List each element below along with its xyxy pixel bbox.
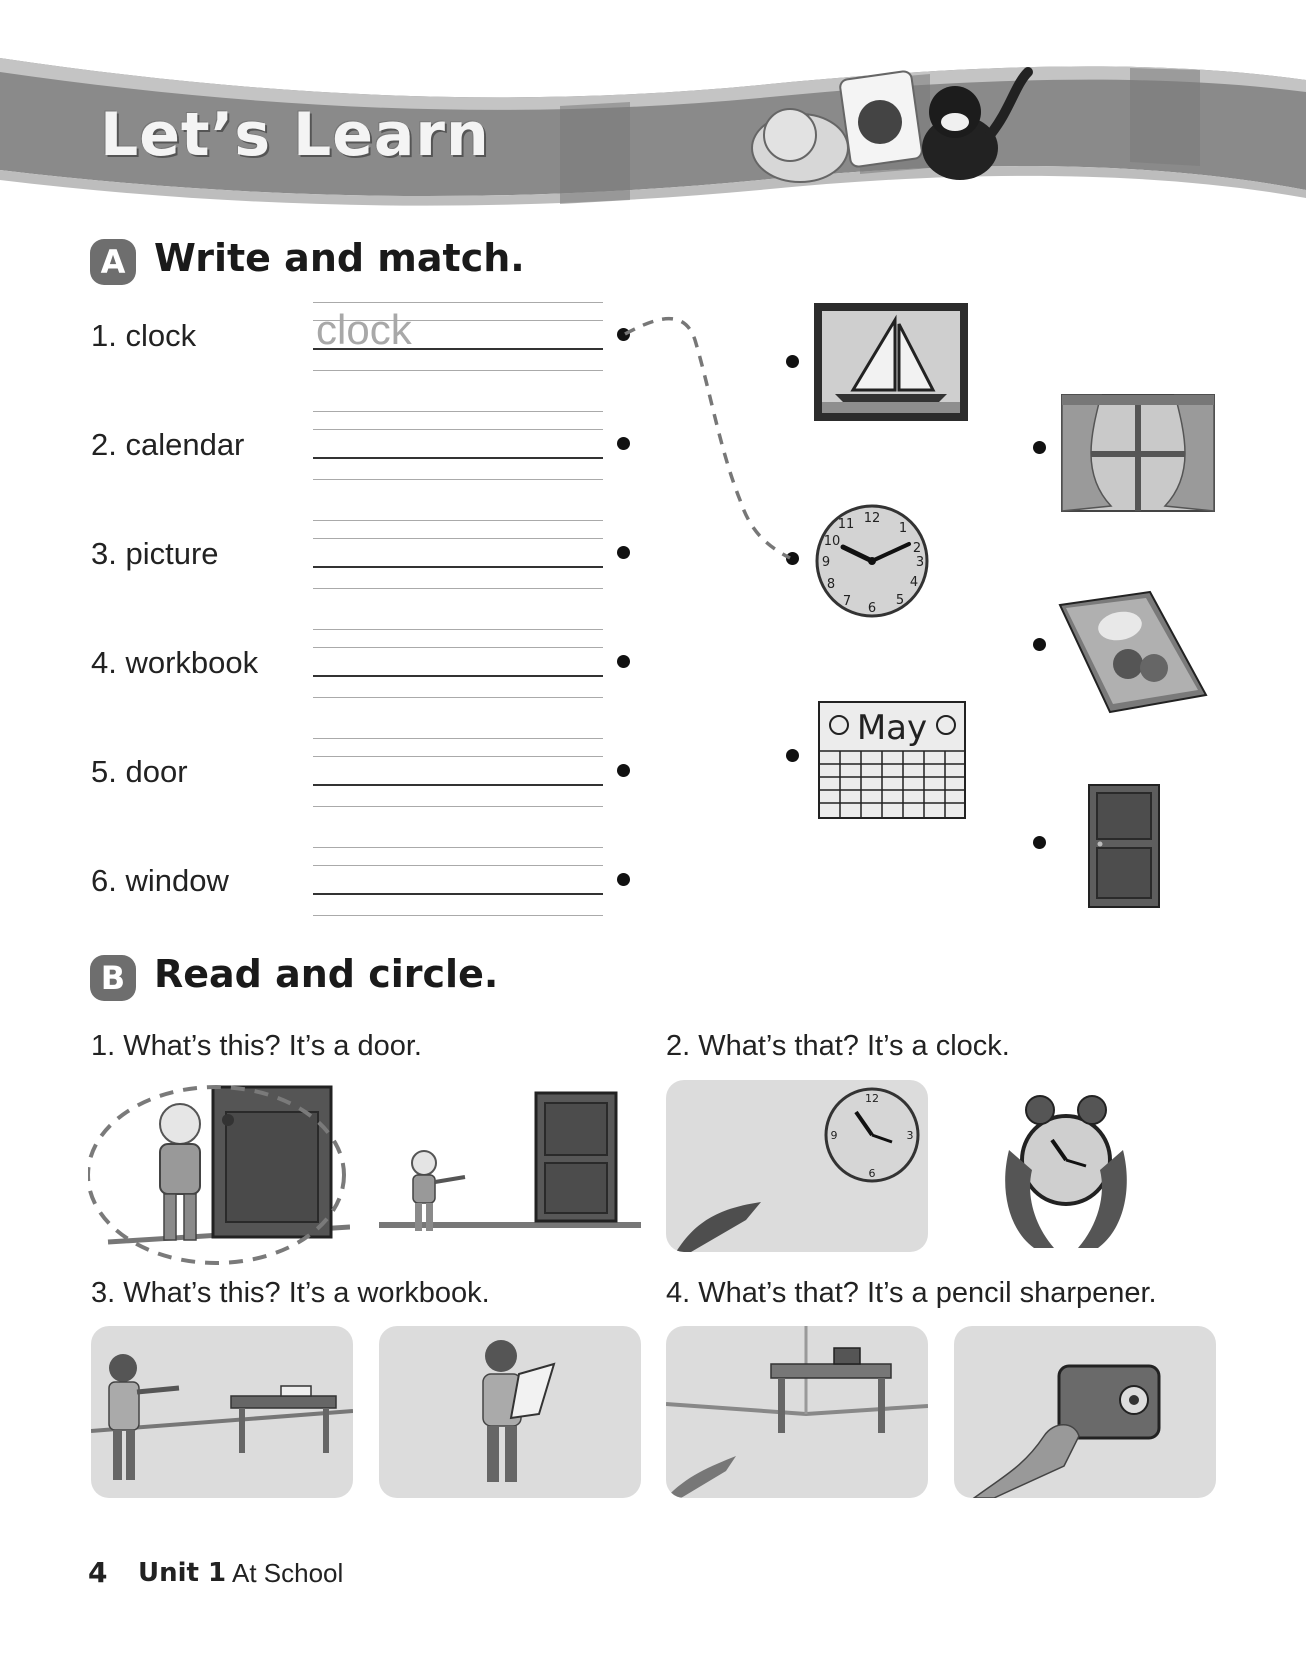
door-image	[1088, 784, 1160, 908]
svg-text:6: 6	[868, 1167, 876, 1180]
writing-lines-window[interactable]	[313, 847, 603, 917]
unit-label: Unit 1	[138, 1558, 227, 1588]
calendar-month: May	[856, 708, 928, 748]
image-dot-workbook[interactable]	[1033, 638, 1046, 651]
svg-text:4: 4	[909, 575, 919, 590]
q2-option-a[interactable]	[666, 1080, 928, 1252]
section-b-badge: B	[90, 955, 136, 1001]
svg-text:12: 12	[863, 511, 881, 526]
question-2: 2. What’s that? It’s a clock.	[666, 1030, 1010, 1062]
q3-option-a-art	[91, 1326, 353, 1498]
workbook-image	[1058, 590, 1208, 715]
calendar-image	[818, 701, 966, 819]
svg-text:2: 2	[912, 541, 922, 556]
page-number: 4	[88, 1556, 108, 1589]
writing-lines-workbook[interactable]	[313, 629, 603, 699]
svg-text:1: 1	[898, 521, 908, 536]
svg-text:9: 9	[821, 555, 831, 570]
sailboat-picture-image	[813, 302, 969, 422]
svg-text:3: 3	[906, 1129, 914, 1142]
q4-option-b-art	[954, 1326, 1216, 1498]
q1-option-a-circled[interactable]	[88, 1072, 350, 1267]
item-label-calendar: 2. calendar	[91, 427, 245, 462]
writing-lines-door[interactable]	[313, 738, 603, 808]
unit-title: At School	[232, 1558, 344, 1588]
section-a-title: Write and match.	[154, 236, 525, 280]
q2-option-b-art	[954, 1080, 1216, 1252]
writing-lines-calendar[interactable]	[313, 411, 603, 481]
svg-text:10: 10	[823, 534, 841, 549]
q2-option-b[interactable]	[954, 1080, 1216, 1252]
svg-text:5: 5	[895, 593, 905, 608]
window-image	[1061, 394, 1215, 512]
section-a-badge: A	[90, 239, 136, 285]
svg-text:7: 7	[842, 594, 852, 609]
svg-text:12: 12	[865, 1092, 879, 1105]
item-label-door: 5. door	[91, 754, 188, 789]
item-label-clock: 1. clock	[91, 318, 197, 353]
q4-option-a[interactable]	[666, 1326, 928, 1498]
clock-image	[813, 502, 931, 620]
sample-answer: clock	[316, 306, 412, 353]
item-label-window: 6. window	[91, 863, 229, 898]
image-dot-door[interactable]	[1033, 836, 1046, 849]
q4-option-a-art	[666, 1326, 928, 1498]
svg-text:6: 6	[867, 601, 877, 616]
match-dot-workbook[interactable]	[617, 655, 630, 668]
match-dot-window[interactable]	[617, 873, 630, 886]
image-dot-calendar[interactable]	[786, 749, 799, 762]
item-label-workbook: 4. workbook	[91, 645, 259, 680]
image-dot-window[interactable]	[1033, 441, 1046, 454]
page-title: Let’s Learn	[100, 100, 490, 170]
section-b-title: Read and circle.	[154, 952, 499, 996]
q1-option-b[interactable]	[379, 1085, 641, 1257]
q3-option-b-art	[379, 1326, 641, 1498]
question-1: 1. What’s this? It’s a door.	[91, 1030, 422, 1062]
svg-text:8: 8	[826, 577, 836, 592]
match-dot-door[interactable]	[617, 764, 630, 777]
question-4: 4. What’s that? It’s a pencil sharpener.	[666, 1277, 1157, 1309]
q2-option-a-art	[666, 1080, 928, 1252]
writing-lines-picture[interactable]	[313, 520, 603, 590]
q4-option-b[interactable]	[954, 1326, 1216, 1498]
svg-text:9: 9	[830, 1129, 838, 1142]
q3-option-a[interactable]	[91, 1326, 353, 1498]
svg-text:11: 11	[837, 517, 855, 532]
item-label-picture: 3. picture	[91, 536, 219, 571]
q3-option-b[interactable]	[379, 1326, 641, 1498]
example-match-line	[600, 300, 820, 570]
svg-text:3: 3	[915, 555, 925, 570]
question-3: 3. What’s this? It’s a workbook.	[91, 1277, 490, 1309]
